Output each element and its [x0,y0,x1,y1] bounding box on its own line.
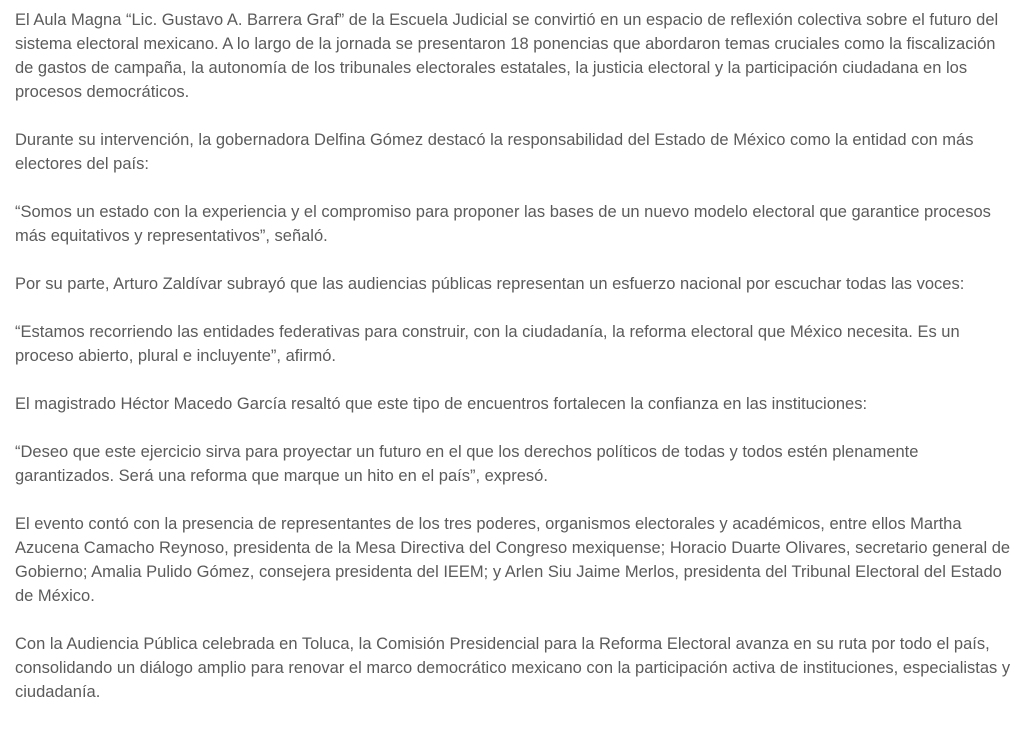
quote-zaldivar: “Estamos recorriendo las entidades federativas para construir, con la ciudadanía, la reforma electoral que México necesita. Es un proceso abierto, plural e incluyente”, afirmó. [15,323,960,365]
quote-governor: “Somos un estado con la experiencia y el compromiso para proponer las bases de un nuevo modelo electoral que garantice procesos más equitativos y representativos”, señaló. [15,203,991,245]
paragraph-magistrate: El magistrado Héctor Macedo García resaltó que este tipo de encuentros fortalecen la confianza en las instituciones: [15,395,868,413]
quote-magistrate: “Deseo que este ejercicio sirva para proyectar un futuro en el que los derechos políticos de todas y todos estén plenamente garantizados. Será una reforma que marque un hito en el país”, expresó. [15,443,919,485]
paragraph-conclusion: Con la Audiencia Pública celebrada en Toluca, la Comisión Presidencial para la Reforma Electoral avanza en su ruta por todo el país, consolidando un diálogo amplio para renovar el marco democrático mexicano con la participación activa de instituciones, especialistas y ciudadanía. [15,635,1011,701]
paragraph-attendees: El evento contó con la presencia de representantes de los tres poderes, organismos electorales y académicos, entre ellos Martha Azucena Camacho Reynoso, presidenta de la Mesa Directiva del Congreso mexiquense; Horacio Duarte Olivares, secretario general de Gobierno; Amalia Pulido Gómez, consejera presidenta del IEEM; y Arlen Siu Jaime Merlos, presidenta del Tribunal Electoral del Estado de México. [15,515,1011,605]
paragraph-intro: El Aula Magna “Lic. Gustavo A. Barrera Graf” de la Escuela Judicial se convirtió en un espacio de reflexión colectiva sobre el futuro del sistema electoral mexicano. A lo largo de la jornada se presentaron 18 ponencias que abordaron temas cruciales como la fiscalización de gastos de campaña, la autonomía de los tribunales electorales estatales, la justicia electoral y la participación ciudadana en los procesos democráticos. [15,11,999,101]
paragraph-zaldivar: Por su parte, Arturo Zaldívar subrayó que las audiencias públicas representan un esfuerzo nacional por escuchar todas las voces: [15,275,965,293]
paragraph-governor-intervention: Durante su intervención, la gobernadora Delfina Gómez destacó la responsabilidad del Estado de México como la entidad con más electores del país: [15,131,974,173]
